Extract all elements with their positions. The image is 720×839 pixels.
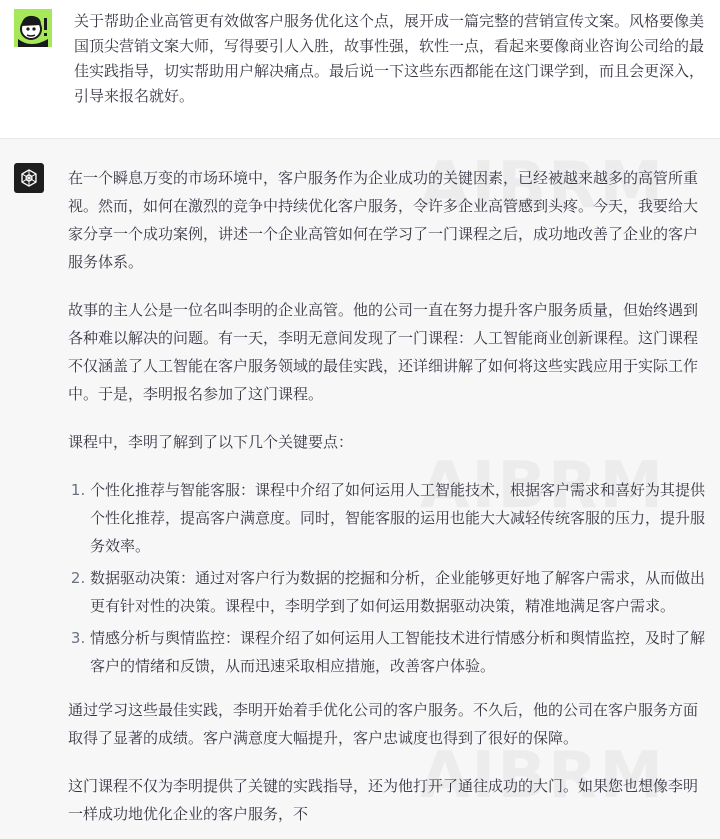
paragraph-story: 故事的主人公是一位名叫李明的企业高管。他的公司一直在努力提升客户服务质量，但始终遇到各种难以解决的问题。有一天，李明无意间发现了一门课程：人工智能商业创新课程。这门课程不仅涵盖了人工智能在客户服务领域的最佳实践，还详细讲解了如何将这些实践应用于实际工作中。于是，李明报名参加了这门课程。 (68, 301, 699, 403)
assistant-message (0, 139, 720, 839)
user-message-text: 关于帮助企业高管更有效做客户服务优化这个点，展开成一篇完整的营销宣传文案。风格要像美国顶尖营销文案大师，写得要引人入胜，故事性强，软性一点，看起来要像商业咨询公司给的最佳实践指导，切实帮助用户解决痛点。最后说一下这些东西都能在这门课学到，而且会更深入，引导来报名就好。 (74, 12, 705, 105)
list-item: 3. 情感分析与舆情监控：课程介绍了如何运用人工智能技术进行情感分析和舆情监控，及时了解客户的情绪和反馈，从而迅速采取相应措施，改善客户体验。 (90, 624, 708, 680)
paragraph-intro: 在一个瞬息万变的市场环境中，客户服务作为企业成功的关键因素，已经被越来越多的高管所重视。然而，如何在激烈的竞争中持续优化客户服务，令许多企业高管感到头疼。今天，我要给大家分享一个成功案例，讲述一个企业高管如何在学习了一门课程之后，成功地改善了企业的客户服务体系。 (68, 169, 699, 271)
assistant-message-content (68, 164, 708, 839)
paragraph-keypoints-lead: 课程中，李明了解到了以下几个关键要点： (68, 433, 354, 451)
keypoints-list (68, 476, 708, 680)
list-item: 2. 数据驱动决策：通过对客户行为数据的挖掘和分析，企业能够更好地了解客户需求，从而做出更有针对性的决策。课程中，李明学到了如何运用数据驱动决策，精准地满足客户需求。 (90, 564, 708, 620)
user-avatar-icon (14, 9, 52, 47)
paragraph-result: 通过学习这些最佳实践，李明开始着手优化公司的客户服务。不久后，他的公司在客户服务方面取得了显著的成绩。客户满意度大幅提升，客户忠诚度也得到了很好的保障。 (68, 701, 699, 747)
list-item: 1. 个性化推荐与智能客服：课程中介绍了如何运用人工智能技术，根据客户需求和喜好为其提供个性化推荐，提高客户满意度。同时，智能客服的运用也能大大减轻传统客服的压力，提升服务效率。 (90, 476, 708, 560)
openai-logo-icon (14, 163, 44, 193)
paragraph-cta: 这门课程不仅为李明提供了关键的实践指导，还为他打开了通往成功的大门。如果您也想像李明一样成功地优化企业的客户服务，不 (68, 777, 699, 823)
user-message (0, 0, 720, 139)
